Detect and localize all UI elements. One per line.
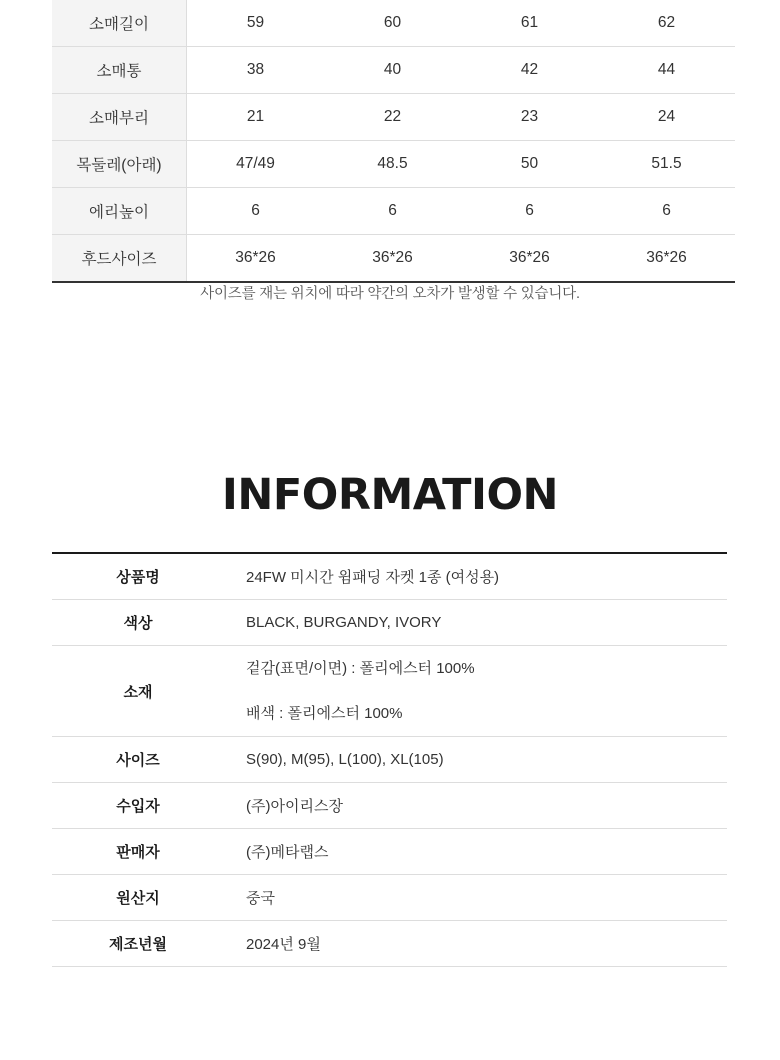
size-cell: 36*26 (187, 235, 325, 283)
info-row-value: (주)메타랩스 (224, 829, 727, 875)
info-row-value: 2024년 9월 (224, 921, 727, 967)
table-row (52, 94, 735, 141)
info-row-label: 사이즈 (52, 737, 224, 783)
info-row-label: 소재 (52, 646, 224, 737)
size-cell: 60 (324, 0, 461, 47)
table-row (52, 553, 727, 600)
size-cell: 21 (187, 94, 325, 141)
table-row (52, 783, 727, 829)
info-row-value: 24FW 미시간 윔패딩 자켓 1종 (여성용) (224, 553, 727, 600)
info-row-value: 중국 (224, 875, 727, 921)
information-table-container (52, 552, 727, 967)
size-row-label: 에리높이 (52, 188, 187, 235)
info-row-label: 원산지 (52, 875, 224, 921)
size-cell: 24 (598, 94, 735, 141)
size-chart-table (52, 0, 735, 283)
info-row-value: (주)아이리스장 (224, 783, 727, 829)
size-cell: 51.5 (598, 141, 735, 188)
size-cell: 48.5 (324, 141, 461, 188)
table-row (52, 829, 727, 875)
table-row (52, 875, 727, 921)
table-row (52, 600, 727, 646)
information-table (52, 552, 727, 967)
size-chart-table-container (52, 0, 727, 283)
size-cell: 42 (461, 47, 598, 94)
size-measurement-note: 사이즈를 재는 위치에 따라 약간의 오차가 발생할 수 있습니다. (200, 286, 580, 302)
info-row-label: 제조년월 (52, 921, 224, 967)
size-cell: 40 (324, 47, 461, 94)
size-cell: 22 (324, 94, 461, 141)
size-row-label: 소매부리 (52, 94, 187, 141)
info-row-label: 상품명 (52, 553, 224, 600)
size-cell: 59 (187, 0, 325, 47)
size-row-label: 후드사이즈 (52, 235, 187, 283)
size-cell: 6 (461, 188, 598, 235)
info-value-line: 배색 : 폴리에스터 100% (246, 705, 403, 722)
size-cell: 38 (187, 47, 325, 94)
size-cell: 23 (461, 94, 598, 141)
size-row-label: 목둘레(아래) (52, 141, 187, 188)
size-cell: 36*26 (461, 235, 598, 283)
info-row-label: 색상 (52, 600, 224, 646)
table-row (52, 141, 735, 188)
info-value-line: 겉감(표면/이면) : 폴리에스터 100% (246, 660, 475, 677)
table-row (52, 646, 727, 737)
info-row-label: 판매자 (52, 829, 224, 875)
size-cell: 50 (461, 141, 598, 188)
size-cell: 36*26 (598, 235, 735, 283)
table-row (52, 737, 727, 783)
size-cell: 36*26 (324, 235, 461, 283)
info-row-value: S(90), M(95), L(100), XL(105) (224, 737, 727, 783)
table-row (52, 0, 735, 47)
info-row-value-multiline (224, 646, 727, 737)
information-heading: INFORMATION (221, 470, 559, 520)
info-row-label: 수입자 (52, 783, 224, 829)
size-cell: 47/49 (187, 141, 325, 188)
size-cell: 62 (598, 0, 735, 47)
table-row (52, 921, 727, 967)
table-row (52, 47, 735, 94)
info-row-value: BLACK, BURGANDY, IVORY (224, 600, 727, 646)
size-cell: 6 (187, 188, 325, 235)
size-cell: 44 (598, 47, 735, 94)
table-row (52, 188, 735, 235)
size-cell: 61 (461, 0, 598, 47)
size-row-label: 소매길이 (52, 0, 187, 47)
size-cell: 6 (598, 188, 735, 235)
table-row (52, 235, 735, 283)
size-cell: 6 (324, 188, 461, 235)
size-row-label: 소매통 (52, 47, 187, 94)
